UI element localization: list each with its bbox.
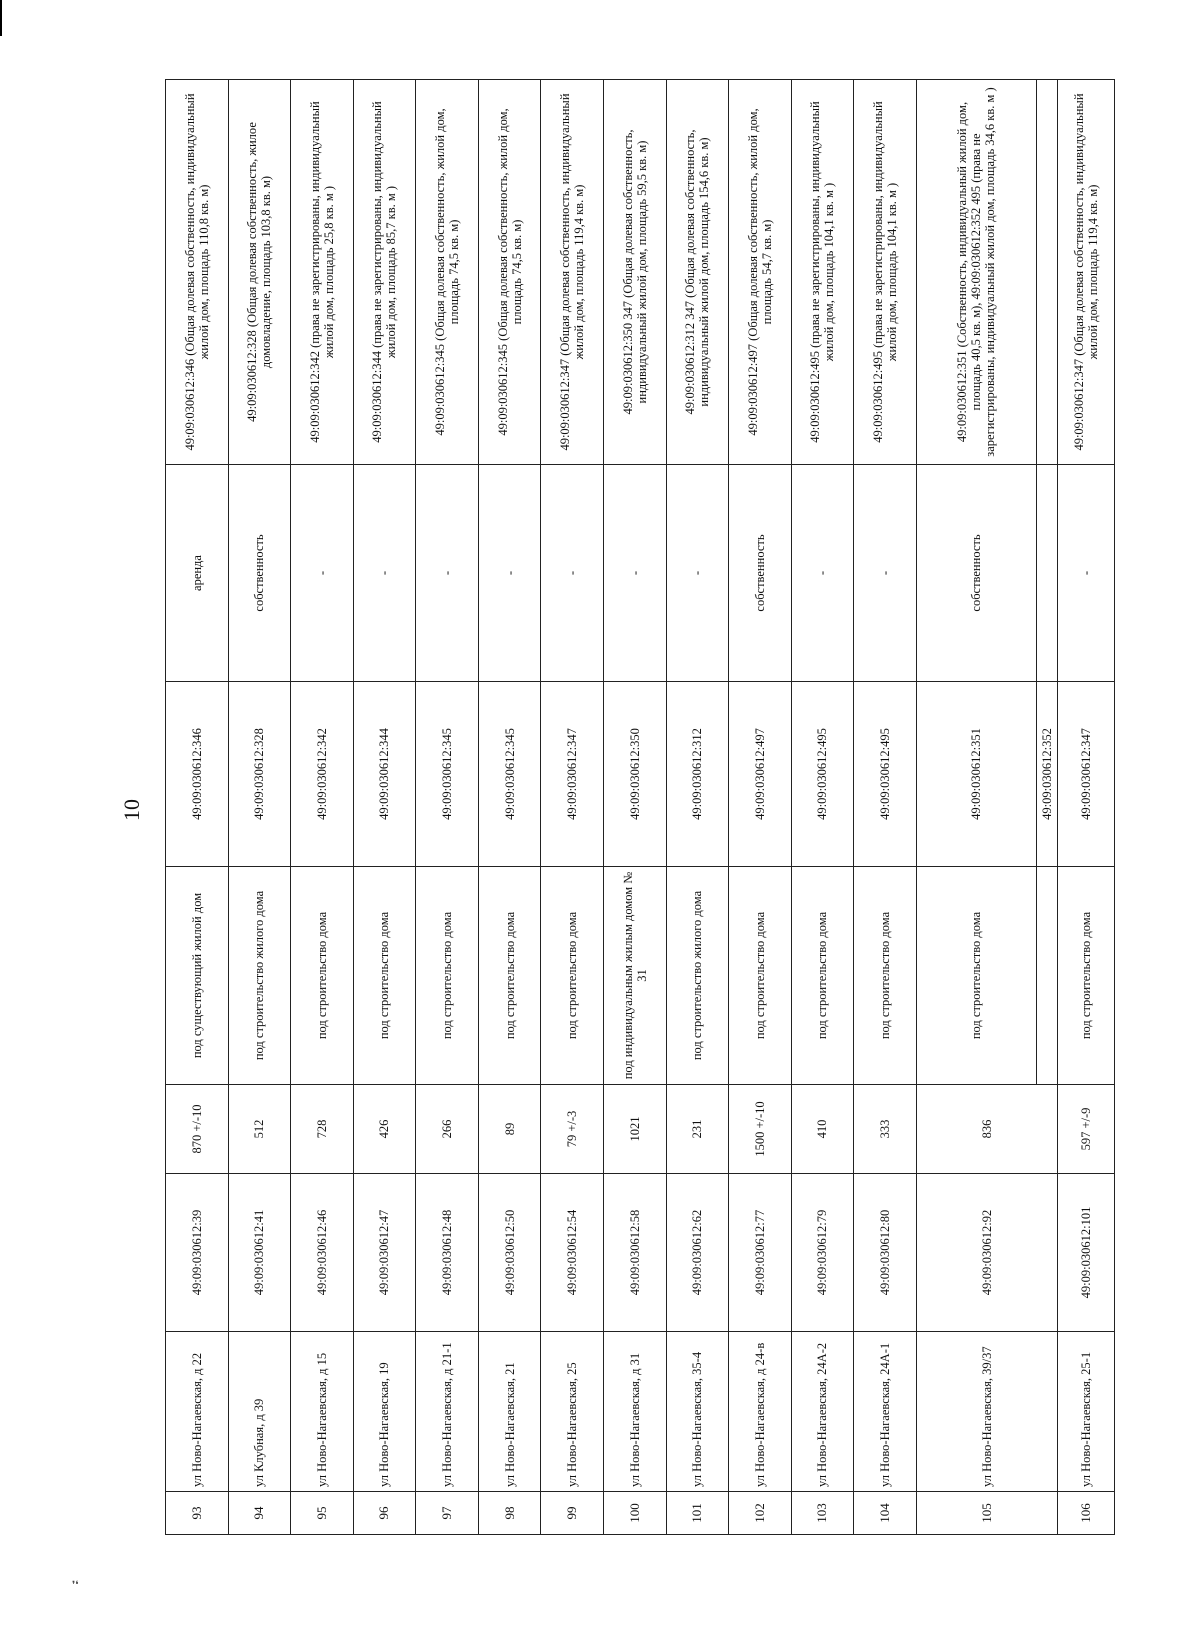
right-cell: - xyxy=(603,465,666,682)
table-row xyxy=(541,80,604,1535)
right-cell: - xyxy=(854,465,917,682)
building-cadastral-cell: 49:09:030612:344 xyxy=(353,682,416,867)
area-cell: 1021 xyxy=(603,1085,666,1174)
purpose-cell: под строительство дома xyxy=(1057,867,1114,1085)
area-cell: 426 xyxy=(353,1085,416,1174)
table-row xyxy=(854,80,917,1535)
area-cell: 89 xyxy=(478,1085,541,1174)
table-row xyxy=(729,80,792,1535)
cadastral-cell: 49:09:030612:101 xyxy=(1057,1174,1114,1332)
cadastral-cell: 49:09:030612:80 xyxy=(854,1174,917,1332)
row-number: 94 xyxy=(228,1492,291,1535)
purpose-cell: под строительство дома xyxy=(729,867,792,1085)
right-cell: - xyxy=(1057,465,1114,682)
rotated-table-wrapper xyxy=(165,80,1115,1535)
area-cell: 512 xyxy=(228,1085,291,1174)
building-cadastral-cell: 49:09:030612:350 xyxy=(603,682,666,867)
right-cell: - xyxy=(353,465,416,682)
cadastral-cell: 49:09:030612:62 xyxy=(666,1174,729,1332)
right-cell: - xyxy=(666,465,729,682)
building-cadastral-cell: 49:09:030612:351 xyxy=(916,682,1036,867)
cadastral-cell: 49:09:030612:54 xyxy=(541,1174,604,1332)
table-row xyxy=(228,80,291,1535)
building-cadastral-cell: 49:09:030612:495 xyxy=(791,682,854,867)
note-cell: 49:09:030612:346 (Общая долевая собственность, индивидуальный жилой дом, площадь 110,8 кв. м) xyxy=(166,80,229,465)
address-cell: ул Ново-Нагаевская, д 24-в xyxy=(729,1332,792,1492)
cadastral-cell: 49:09:030612:41 xyxy=(228,1174,291,1332)
right-cell: собственность xyxy=(729,465,792,682)
purpose-cell-empty xyxy=(1036,867,1057,1085)
purpose-cell: под строительство дома xyxy=(416,867,479,1085)
note-cell: 49:09:030612:344 (права не зарегистрированы, индивидуальный жилой дом, площадь 85,7 кв. м ) xyxy=(353,80,416,465)
row-number: 97 xyxy=(416,1492,479,1535)
purpose-cell: под строительство дома xyxy=(916,867,1036,1085)
note-cell: 49:09:030612:347 (Общая долевая собственность, индивидуальный жилой дом, площадь 119,4 кв. м) xyxy=(541,80,604,465)
note-cell: 49:09:030612:497 (Общая долевая собственность, жилой дом, площадь 54,7 кв. м) xyxy=(729,80,792,465)
note-cell: 49:09:030612:328 (Общая долевая собственность, жилое домовладение, площадь 103,8 кв. м) xyxy=(228,80,291,465)
building-cadastral-cell: 49:09:030612:347 xyxy=(541,682,604,867)
building-cadastral-cell: 49:09:030612:347 xyxy=(1057,682,1114,867)
purpose-cell: под строительство дома xyxy=(541,867,604,1085)
address-cell: ул Ново-Нагаевская, д 15 xyxy=(291,1332,354,1492)
note-cell: 49:09:030612:342 (права не зарегистрированы, индивидуальный жилой дом, площадь 25,8 кв. м ) xyxy=(291,80,354,465)
cadastral-cell: 49:09:030612:77 xyxy=(729,1174,792,1332)
address-cell: ул Ново-Нагаевская, 25-1 xyxy=(1057,1332,1114,1492)
row-number: 100 xyxy=(603,1492,666,1535)
land-plots-table xyxy=(165,79,1115,1535)
note-cell: 49:09:030612:495 (права не зарегистрированы, индивидуальный жилой дом, площадь 104,1 кв. м ) xyxy=(854,80,917,465)
address-cell: ул Ново-Нагаевская, д 31 xyxy=(603,1332,666,1492)
row-number: 98 xyxy=(478,1492,541,1535)
row-number: 95 xyxy=(291,1492,354,1535)
address-cell: ул Ново-Нагаевская, д 22 xyxy=(166,1332,229,1492)
table-row xyxy=(666,80,729,1535)
purpose-cell: под существующий жилой дом xyxy=(166,867,229,1085)
purpose-cell: под строительство дома xyxy=(353,867,416,1085)
area-cell: 333 xyxy=(854,1085,917,1174)
right-cell: - xyxy=(416,465,479,682)
row-number: 106 xyxy=(1057,1492,1114,1535)
building-cadastral-cell: 49:09:030612:312 xyxy=(666,682,729,867)
area-cell: 597 +/-9 xyxy=(1057,1085,1114,1174)
cadastral-cell: 49:09:030612:47 xyxy=(353,1174,416,1332)
purpose-cell: под строительство дома xyxy=(478,867,541,1085)
table-row xyxy=(603,80,666,1535)
area-cell: 266 xyxy=(416,1085,479,1174)
table-row xyxy=(166,80,229,1535)
right-cell: - xyxy=(541,465,604,682)
address-cell: ул Ново-Нагаевская, 24А-2 xyxy=(791,1332,854,1492)
table-row xyxy=(1057,80,1114,1535)
table-row xyxy=(791,80,854,1535)
note-cell: 49:09:030612:351 (Собственность, индивидуальный жилой дом, площадь 40,5 кв. м), 49:09:030612:352 495 (права не зарегистрированы, индивидуальный жилой дом, площадь 34,6 кв. м ) xyxy=(916,80,1036,465)
purpose-cell: под индивидуальным жилым домом № 31 xyxy=(603,867,666,1085)
building-cadastral-cell: 49:09:030612:328 xyxy=(228,682,291,867)
purpose-cell: под строительство жилого дома xyxy=(666,867,729,1085)
right-cell-empty xyxy=(1036,465,1057,682)
row-number: 102 xyxy=(729,1492,792,1535)
cadastral-cell: 49:09:030612:48 xyxy=(416,1174,479,1332)
address-cell: ул Ново-Нагаевская, 35-4 xyxy=(666,1332,729,1492)
cadastral-cell: 49:09:030612:79 xyxy=(791,1174,854,1332)
cadastral-cell: 49:09:030612:46 xyxy=(291,1174,354,1332)
page-number: 10 xyxy=(119,799,144,821)
note-cell: 49:09:030612:345 (Общая долевая собственность, жилой дом, площадь 74,5 кв. м) xyxy=(416,80,479,465)
right-cell: аренда xyxy=(166,465,229,682)
area-cell: 728 xyxy=(291,1085,354,1174)
right-cell: - xyxy=(478,465,541,682)
building-cadastral-cell: 49:09:030612:346 xyxy=(166,682,229,867)
table-row xyxy=(478,80,541,1535)
table-row xyxy=(353,80,416,1535)
cadastral-cell: 49:09:030612:50 xyxy=(478,1174,541,1332)
building-cadastral-cell: 49:09:030612:342 xyxy=(291,682,354,867)
note-cell: 49:09:030612:495 (права не зарегистрированы, индивидуальный жилой дом, площадь 104,1 кв. м ) xyxy=(791,80,854,465)
scan-edge-mark xyxy=(0,0,2,36)
right-cell: собственность xyxy=(916,465,1036,682)
address-cell: ул Ново-Нагаевская, 24А-1 xyxy=(854,1332,917,1492)
table-row xyxy=(416,80,479,1535)
table-row xyxy=(916,80,1036,1535)
building-cadastral-cell: 49:09:030612:495 xyxy=(854,682,917,867)
scan-marks: ❜❛ xyxy=(72,1580,79,1591)
address-cell: ул Ново-Нагаевская, 39/37 xyxy=(916,1332,1057,1492)
row-number: 96 xyxy=(353,1492,416,1535)
row-number: 103 xyxy=(791,1492,854,1535)
note-cell: 49:09:030612:312 347 (Общая долевая собственность, индивидуальный жилой дом, площадь 154,6 кв. м) xyxy=(666,80,729,465)
area-cell: 79 +/-3 xyxy=(541,1085,604,1174)
right-cell: собственность xyxy=(228,465,291,682)
building-cadastral-cell: 49:09:030612:345 xyxy=(478,682,541,867)
right-cell: - xyxy=(791,465,854,682)
area-cell: 231 xyxy=(666,1085,729,1174)
area-cell: 870 +/-10 xyxy=(166,1085,229,1174)
row-number: 104 xyxy=(854,1492,917,1535)
note-cell: 49:09:030612:347 (Общая долевая собственность, индивидуальный жилой дом, площадь 119,4 кв. м) xyxy=(1057,80,1114,465)
address-cell: ул Клубная, д 39 xyxy=(228,1332,291,1492)
cadastral-cell: 49:09:030612:58 xyxy=(603,1174,666,1332)
address-cell: ул Ново-Нагаевская, 25 xyxy=(541,1332,604,1492)
row-number: 105 xyxy=(916,1492,1057,1535)
table-row xyxy=(291,80,354,1535)
purpose-cell: под строительство дома xyxy=(291,867,354,1085)
area-cell: 410 xyxy=(791,1085,854,1174)
row-number: 101 xyxy=(666,1492,729,1535)
area-cell: 836 xyxy=(916,1085,1057,1174)
cadastral-cell: 49:09:030612:92 xyxy=(916,1174,1057,1332)
row-number: 99 xyxy=(541,1492,604,1535)
area-cell: 1500 +/-10 xyxy=(729,1085,792,1174)
note-cell-empty xyxy=(1036,80,1057,465)
purpose-cell: под строительство дома xyxy=(854,867,917,1085)
row-number: 93 xyxy=(166,1492,229,1535)
building-cadastral-cell: 49:09:030612:497 xyxy=(729,682,792,867)
building-cadastral-cell: 49:09:030612:345 xyxy=(416,682,479,867)
purpose-cell: под строительство жилого дома xyxy=(228,867,291,1085)
cadastral-cell: 49:09:030612:39 xyxy=(166,1174,229,1332)
note-cell: 49:09:030612:350 347 (Общая долевая собственность, индивидуальный жилой дом, площадь 59,5 кв. м) xyxy=(603,80,666,465)
purpose-cell: под строительство дома xyxy=(791,867,854,1085)
address-cell: ул Ново-Нагаевская, 19 xyxy=(353,1332,416,1492)
address-cell: ул Ново-Нагаевская, 21 xyxy=(478,1332,541,1492)
note-cell: 49:09:030612:345 (Общая долевая собственность, жилой дом, площадь 74,5 кв. м) xyxy=(478,80,541,465)
address-cell: ул Ново-Нагаевская, д 21-1 xyxy=(416,1332,479,1492)
right-cell: - xyxy=(291,465,354,682)
building-cadastral-extra: 49:09:030612:352 xyxy=(1036,682,1057,867)
